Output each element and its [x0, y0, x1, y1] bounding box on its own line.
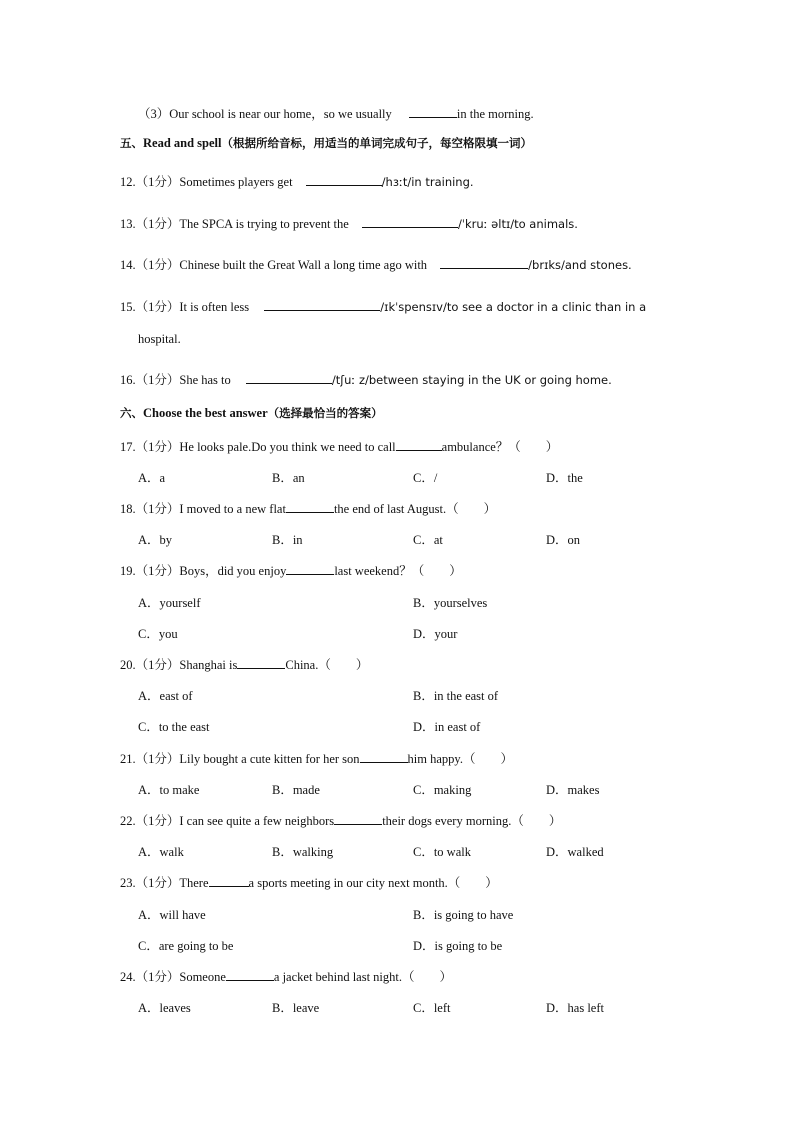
option-d[interactable]: D．is going to be: [413, 939, 503, 953]
answer-blank[interactable]: [226, 969, 274, 981]
question-text: in the morning.: [456, 107, 534, 121]
option-d[interactable]: D．walked: [546, 845, 604, 859]
question-20: [120, 655, 368, 673]
answer-blank[interactable]: [264, 299, 380, 311]
question-text: China.（ ）: [285, 658, 369, 672]
answer-blank[interactable]: [409, 106, 457, 118]
option-c[interactable]: C．left: [413, 1001, 451, 1015]
answer-blank[interactable]: [360, 751, 408, 763]
option-a[interactable]: A．to make: [138, 783, 200, 797]
question-text: him happy.（ ）: [407, 752, 513, 766]
option-b[interactable]: B．an: [272, 471, 305, 485]
question-text: 12.（1分）Sometimes players get: [120, 175, 293, 189]
phonetic-hint: /ɪkˈspensɪv/to see a doctor in a clinic than in a: [380, 300, 647, 314]
question-text: 20.（1分）Shanghai is: [120, 658, 238, 672]
option-a[interactable]: A．yourself: [138, 596, 201, 610]
option-d[interactable]: D．your: [413, 627, 458, 641]
phonetic-hint: /hɜːt/in training.: [381, 175, 474, 189]
question-21: [120, 749, 513, 767]
option-b[interactable]: B．in the east of: [413, 689, 499, 703]
phonetic-hint: /ˈkruː əltɪ/to animals.: [457, 217, 578, 231]
section-title: Read and spell: [143, 136, 222, 150]
question-14: [120, 255, 632, 273]
section-5-heading: [120, 135, 532, 151]
option-a[interactable]: A．will have: [138, 908, 206, 922]
question-15-continued: [138, 332, 181, 347]
question-17: [120, 437, 558, 455]
question-text: a sports meeting in our city next month.（ ）: [248, 876, 498, 890]
option-c[interactable]: C．making: [413, 783, 472, 797]
answer-blank[interactable]: [334, 813, 382, 825]
option-c[interactable]: C．at: [413, 533, 443, 547]
question-18: [120, 499, 496, 517]
question-text: 16.（1分）She has to: [120, 373, 231, 387]
section-title: Choose the best answer: [143, 406, 268, 420]
answer-blank[interactable]: [306, 174, 382, 186]
option-a[interactable]: A．walk: [138, 845, 184, 859]
question-19: [120, 561, 462, 579]
answer-blank[interactable]: [286, 501, 334, 513]
question-text: 14.（1分）Chinese built the Great Wall a long time ago with: [120, 258, 428, 272]
question-text: hospital.: [138, 332, 181, 346]
answer-blank[interactable]: [362, 216, 458, 228]
question-text: a jacket behind last night.（ ）: [273, 970, 452, 984]
question-text: （3）Our school is near our home，so we usually: [138, 107, 392, 121]
question-22: [120, 811, 561, 829]
answer-blank[interactable]: [237, 657, 285, 669]
option-b[interactable]: B．made: [272, 783, 320, 797]
option-a[interactable]: A．a: [138, 471, 166, 485]
question-text: last weekend？（ ）: [334, 564, 462, 578]
question-text: ambulance？（ ）: [441, 440, 559, 454]
phonetic-hint: /brɪks/and stones.: [528, 258, 632, 272]
question-text: 15.（1分）It is often less: [120, 300, 250, 314]
answer-blank[interactable]: [209, 875, 249, 887]
question-13: [120, 214, 578, 232]
option-a[interactable]: A．east of: [138, 689, 193, 703]
question-text: 13.（1分）The SPCA is trying to prevent the: [120, 217, 349, 231]
question-16: [120, 370, 612, 388]
question-15: [120, 297, 646, 315]
option-a[interactable]: A．by: [138, 533, 173, 547]
question-text: 23.（1分）There: [120, 876, 209, 890]
option-c[interactable]: C．to walk: [413, 845, 471, 859]
section-number: 五、: [120, 136, 143, 150]
answer-blank[interactable]: [396, 439, 442, 451]
option-c[interactable]: C．to the east: [138, 720, 210, 734]
option-c[interactable]: C．/: [413, 471, 438, 485]
question-text: 17.（1分）He looks pale.Do you think we need to call: [120, 440, 396, 454]
question-text: 21.（1分）Lily bought a cute kitten for her son: [120, 752, 360, 766]
option-b[interactable]: B．in: [272, 533, 303, 547]
option-c[interactable]: C．you: [138, 627, 178, 641]
question-text: 24.（1分）Someone: [120, 970, 226, 984]
option-a[interactable]: A．leaves: [138, 1001, 191, 1015]
answer-blank[interactable]: [286, 563, 334, 575]
phonetic-hint: /tʃuː z/between staying in the UK or going home.: [331, 373, 612, 387]
question-text: their dogs every morning.（ ）: [382, 814, 562, 828]
option-d[interactable]: D．in east of: [413, 720, 481, 734]
question-3: [138, 104, 534, 122]
section-note: （选择最恰当的答案）: [267, 406, 383, 420]
section-note: （根据所给音标，用适当的单词完成句子，每空格限填一词）: [221, 136, 532, 150]
question-text: the end of last August.（ ）: [333, 502, 497, 516]
option-d[interactable]: D．the: [546, 471, 583, 485]
section-6-heading: [120, 405, 383, 421]
question-text: 18.（1分）I moved to a new flat: [120, 502, 286, 516]
option-b[interactable]: B．leave: [272, 1001, 320, 1015]
option-d[interactable]: D．makes: [546, 783, 600, 797]
answer-blank[interactable]: [246, 372, 332, 384]
question-24: [120, 967, 452, 985]
question-23: [120, 873, 498, 891]
option-d[interactable]: D．on: [546, 533, 581, 547]
question-text: 19.（1分）Boys，did you enjoy: [120, 564, 287, 578]
question-12: [120, 172, 474, 190]
question-text: 22.（1分）I can see quite a few neighbors: [120, 814, 335, 828]
option-b[interactable]: B．is going to have: [413, 908, 514, 922]
answer-blank[interactable]: [440, 257, 528, 269]
option-b[interactable]: B．yourselves: [413, 596, 488, 610]
section-number: 六、: [120, 406, 143, 420]
option-c[interactable]: C．are going to be: [138, 939, 234, 953]
option-b[interactable]: B．walking: [272, 845, 334, 859]
option-d[interactable]: D．has left: [546, 1001, 604, 1015]
